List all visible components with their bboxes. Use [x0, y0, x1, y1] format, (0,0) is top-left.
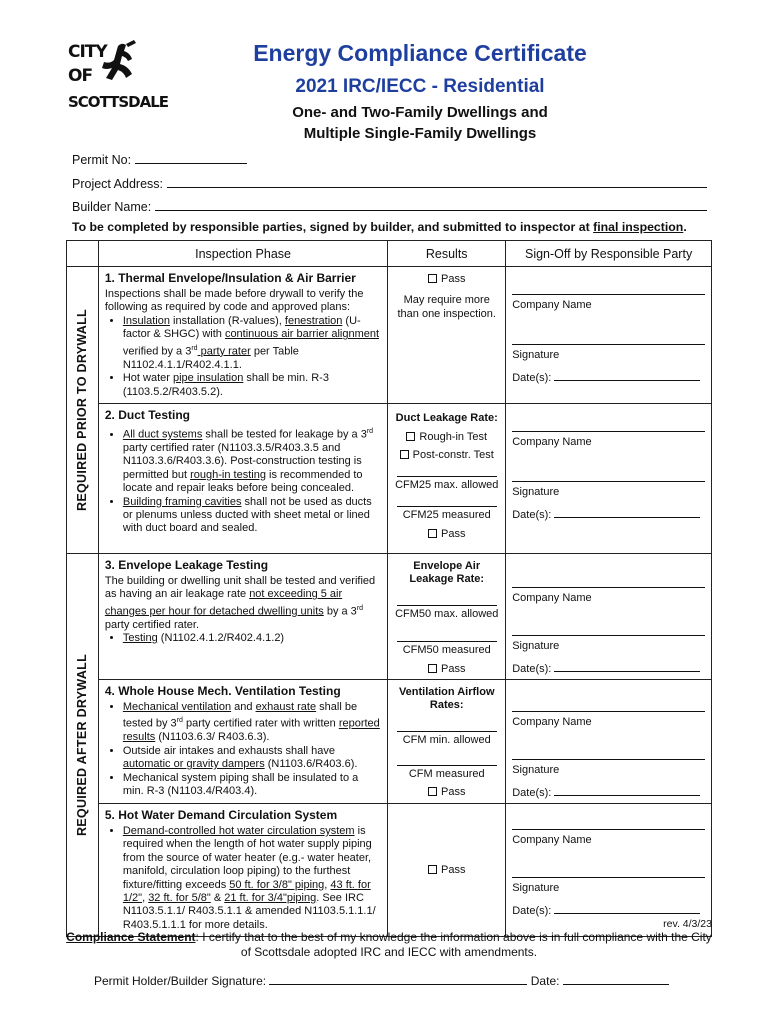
page-title: Energy Compliance Certificate — [253, 40, 587, 66]
compliance-statement — [66, 930, 712, 960]
sec5-signoff[interactable] — [506, 803, 712, 936]
checkbox-icon[interactable] — [428, 865, 437, 874]
company-label: Company Name — [512, 435, 592, 448]
sec4-bullet2: • Outside air intakes and exhausts shall have automatic or gravity dampers (N1103.6/R403.6). — [123, 745, 381, 772]
builder-signature-label: Permit Holder/Builder Signature: — [94, 974, 267, 988]
signature-label: Signature — [512, 763, 560, 776]
builder-name-label: Builder Name: — [72, 200, 152, 214]
header-results: Results — [388, 241, 506, 267]
signature-label: Signature — [512, 639, 560, 652]
page-scope — [160, 102, 680, 144]
sec1-bullet1: • Insulation installation (R-values), fenestration (U-factor & SHGC) with continuous air barrier alignment verified by a 3rd party rater per Table N1102.4.1.1/R402.4.1.1. — [123, 315, 381, 372]
sec1-results — [388, 267, 506, 404]
sec5-phase — [98, 803, 387, 936]
sec1-pass-checkbox[interactable]: Pass — [392, 273, 501, 285]
company-label: Company Name — [512, 299, 592, 311]
revision-date: rev. 4/3/23 — [663, 918, 712, 930]
sec2-rate-title: Duct Leakage Rate: — [395, 411, 498, 424]
logo-line2: OF — [68, 66, 93, 86]
sec4-signoff[interactable] — [506, 679, 712, 803]
sec4-bullet3: • Mechanical system piping shall be insulated to a min. R-3 (N1103.4/R403.4). — [123, 772, 381, 799]
signature-line[interactable] — [512, 624, 705, 636]
sec4-allowed-line[interactable] — [397, 722, 497, 732]
sec3-bullet1: • Testing (N1102.4.1.2/R402.4.1.2) — [123, 632, 381, 645]
side-after-label: REQUIRED AFTER DRYWALL — [75, 654, 90, 837]
logo-line1: CITY — [68, 42, 107, 62]
checkbox-icon[interactable] — [400, 450, 409, 459]
side-before-drywall — [67, 267, 99, 554]
signature-label: Signature — [512, 881, 560, 894]
sec2-measured-label: CFM25 measured — [402, 508, 491, 521]
sec2-bullet2: • Building framing cavities shall not be used as ducts or plenums unless ducted with sheet metal or lined with duct board and sealed. — [123, 496, 381, 536]
sec2-signoff[interactable] — [506, 403, 712, 553]
sec5-pass-checkbox[interactable]: Pass — [392, 864, 501, 876]
sec3-results — [388, 553, 506, 679]
side-before-label: REQUIRED PRIOR TO DRYWALL — [75, 308, 90, 511]
checkbox-icon[interactable] — [428, 274, 437, 283]
sec5-title: 5. Hot Water Demand Circulation System — [104, 807, 338, 822]
page-subtitle: 2021 IRC/IECC - Residential — [295, 76, 545, 97]
signature-line[interactable] — [512, 333, 705, 345]
sec4-rate-title: Ventilation Airflow Rates: — [398, 685, 495, 711]
instructions — [72, 220, 687, 234]
sec2-post-checkbox[interactable]: Post-constr. Test — [392, 449, 501, 461]
checkbox-icon[interactable] — [428, 787, 437, 796]
sec3-title: 3. Envelope Leakage Testing — [104, 557, 269, 572]
dates-field[interactable]: Date(s): — [512, 506, 705, 521]
compliance-text: : I certify that to the best of my knowledge the information above is in full compliance with the City of Scottsdale adopted IRC and IECC with amendments. — [195, 930, 712, 959]
sec2-allowed-label: CFM25 max. allowed — [395, 478, 499, 491]
sec3-allowed-line[interactable] — [397, 596, 497, 606]
company-line[interactable] — [512, 818, 705, 830]
sec3-measured-label: CFM50 measured — [402, 643, 491, 656]
sec1-phase — [98, 267, 387, 404]
dates-field[interactable]: Date(s): — [512, 784, 705, 799]
builder-name-line[interactable] — [155, 199, 707, 211]
project-address-field[interactable] — [72, 176, 707, 191]
company-line[interactable] — [512, 420, 705, 432]
builder-name-field[interactable] — [72, 199, 707, 214]
company-line[interactable] — [512, 576, 705, 588]
sec3-phase — [98, 553, 387, 679]
company-line[interactable] — [512, 283, 705, 295]
project-address-line[interactable] — [167, 176, 707, 188]
scope-line1: One- and Two-Family Dwellings and — [292, 104, 548, 121]
sec4-results — [388, 679, 506, 803]
signature-line[interactable] — [512, 748, 705, 760]
checkbox-icon[interactable] — [428, 664, 437, 673]
signature-line[interactable] — [512, 470, 705, 482]
sec4-pass-checkbox[interactable]: Pass — [392, 786, 501, 798]
company-label: Company Name — [512, 715, 592, 728]
sec2-pass-checkbox[interactable]: Pass — [392, 528, 501, 540]
dates-field[interactable]: Date(s): — [512, 902, 705, 917]
header-blank — [67, 241, 99, 267]
company-label: Company Name — [512, 833, 592, 846]
logo-line3: SCOTTSDALE — [68, 93, 169, 111]
sec4-measured-line[interactable] — [397, 756, 497, 766]
compliance-label: Compliance Statement — [66, 930, 196, 944]
checkbox-icon[interactable] — [428, 529, 437, 538]
signature-label: Signature — [512, 349, 560, 361]
sec2-allowed-line[interactable] — [397, 467, 497, 477]
bronco-rider-icon — [96, 40, 142, 94]
header-phase: Inspection Phase — [98, 241, 387, 267]
dates-field[interactable]: Date(s): — [512, 660, 705, 675]
builder-signature-row[interactable] — [94, 973, 669, 988]
sec3-text: The building or dwelling unit shall be tested and verified as having an air leakage rate not exceeding 5 air changes per hour for detached dwelling units by a 3rd party certified rater. — [104, 574, 376, 631]
sec5-bullet1: • Demand-controlled hot water circulation system is required when the length of hot water supply piping from the source of water heater (e.g.- water heater, manifold, circulation loop piping) to the furthest fixture/fitting exceeds 50 ft. for 3/8" piping, 43 ft. for 1/2", 32 ft. for 5/8" & 21 ft. for 3/4"piping. See IRC N1103.5.1.1/ R403.5.1.1 & amended N1103.5.1.1.1/ R403.5.1.1.1 for more details. — [123, 825, 381, 932]
sec2-measured-line[interactable] — [397, 497, 497, 507]
sec4-measured-label: CFM measured — [408, 767, 485, 780]
sec2-rough-checkbox[interactable]: Rough-in Test — [392, 431, 501, 443]
project-address-label: Project Address: — [72, 177, 164, 191]
header-signoff: Sign-Off by Responsible Party — [506, 241, 712, 267]
permit-no-line[interactable] — [135, 152, 247, 164]
instructions-end: . — [683, 220, 687, 234]
company-label: Company Name — [512, 591, 592, 604]
instructions-final-inspection: final inspection — [593, 220, 684, 234]
sec3-rate-title: Envelope Air Leakage Rate: — [409, 559, 485, 585]
sec1-signoff[interactable] — [506, 267, 712, 404]
sec3-allowed-label: CFM50 max. allowed — [395, 607, 499, 620]
dates-field[interactable]: Date(s): — [512, 369, 705, 384]
sec3-pass-checkbox[interactable]: Pass — [392, 663, 501, 675]
sec4-title: 4. Whole House Mech. Ventilation Testing — [104, 683, 341, 698]
sec3-measured-line[interactable] — [397, 632, 497, 642]
sec1-note: May require more than one inspection. — [397, 294, 496, 320]
sec3-signoff[interactable] — [506, 553, 712, 679]
inspection-table — [66, 240, 712, 937]
checkbox-icon[interactable] — [406, 432, 415, 441]
sec1-title: 1. Thermal Envelope/Insulation & Air Barrier — [104, 271, 356, 285]
sec2-title: 2. Duct Testing — [104, 407, 190, 422]
permit-no-label: Permit No: — [72, 153, 132, 167]
side-after-drywall — [67, 553, 99, 936]
sec4-allowed-label: CFM min. allowed — [402, 733, 491, 746]
date-line[interactable] — [563, 973, 669, 985]
sec1-bullet2: • Hot water pipe insulation shall be min. R-3 (1103.5.2/R403.5.2). — [123, 372, 381, 399]
scope-line2: Multiple Single-Family Dwellings — [303, 125, 537, 142]
permit-no-field[interactable] — [72, 152, 247, 167]
city-logo — [66, 40, 169, 124]
sec2-phase — [98, 403, 387, 553]
sec1-intro: Inspections shall be made before drywall to verify the following as required by code and approved plans: — [104, 288, 364, 314]
signature-line[interactable] — [512, 866, 705, 878]
company-line[interactable] — [512, 700, 705, 712]
sec5-results — [388, 803, 506, 936]
sec2-results — [388, 403, 506, 553]
sec4-bullet1: • Mechanical ventilation and exhaust rate shall be tested by 3rd party certified rater with written reported results (N1103.6.3/ R403.6.3). — [123, 701, 381, 745]
instructions-text: To be completed by responsible parties, signed by builder, and submitted to inspector at — [72, 220, 594, 234]
signature-label: Signature — [512, 485, 560, 498]
sec2-bullet1: • All duct systems shall be tested for leakage by a 3rd party certified rater (N1103.3.5/R403.3.5 and N1103.3.6/R403.3.6). Post-construction testing is permitted but rough-in testing is recommended to locate and repair leaks before being concealed. — [123, 425, 381, 496]
sec4-phase — [98, 679, 387, 803]
date-label: Date: — [530, 974, 560, 988]
builder-signature-line[interactable] — [269, 973, 527, 985]
